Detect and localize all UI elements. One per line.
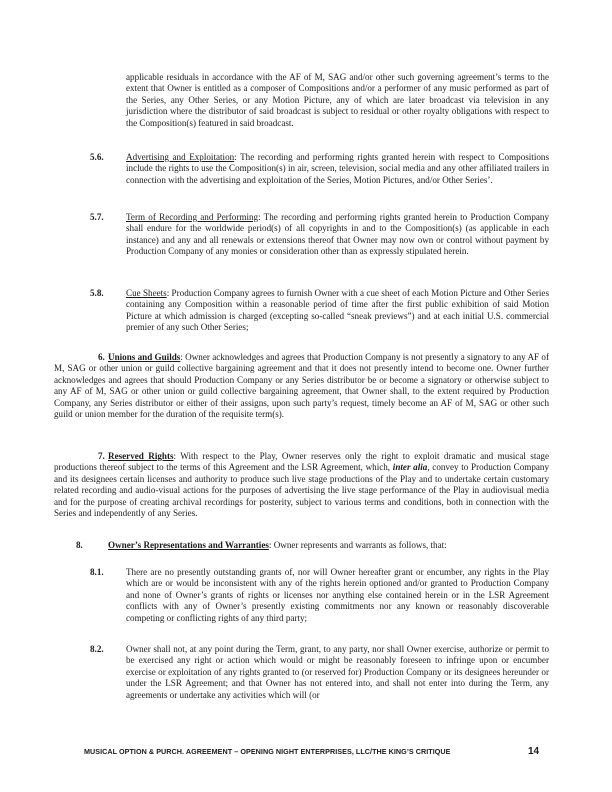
- section-5-8-body: : Production Company agrees to furnish Owner with a cue sheet of each Motion Picture and Other Series containing any Composition within a reasonable period of time after the first public exhibition of said Motion Picture at which admission is charged (excepting so-called “sneak previews”) and at each initial U.S. commercial premier of any such Other Series;: [126, 288, 549, 333]
- section-7-paragraph: [54, 451, 549, 519]
- section-8-1-paragraph: There are no presently outstanding grants of, nor will Owner hereafter grant or encumber, any rights in the Play which are or would be inconsistent with any of the rights herein optioned and/or granted to Production Company and none of Owner’s grants of rights or licenses nor anything else contained herein or in the LSR Agreement conflicts with any of Owner’s presently existing commitments nor any known or reasonably discoverable competing or conflicting rights of any third party;: [126, 567, 549, 623]
- section-5-8-paragraph: [126, 288, 549, 334]
- section-5-7-heading: Term of Recording and Performing: [126, 212, 259, 222]
- section-6-number: 6.: [98, 352, 105, 362]
- section-5-7-paragraph: [126, 212, 549, 258]
- page-number: 14: [528, 746, 540, 757]
- footer-title: MUSICAL OPTION & PURCH. AGREEMENT – OPENING NIGHT ENTERPRISES, LLC/THE KING’S CRITIQUE: [84, 747, 451, 756]
- section-5-8-heading: Cue Sheets: [126, 288, 167, 298]
- section-5-8-number: 5.8.: [90, 288, 104, 298]
- section-7-heading: Reserved Rights: [108, 451, 174, 461]
- section-5-6-number: 5.6.: [90, 152, 104, 162]
- section-8-paragraph: [76, 540, 549, 551]
- section-7-body-italic: inter alia: [392, 462, 428, 473]
- section-7-body-before: : With respect to the Play, Owner reserves only the right to exploit dramatic and musical stage productions thereof subject to the terms of this Agreement and the LSR Agreement, which,: [54, 451, 549, 473]
- section-5-7-body: : The recording and performing rights granted herein to Production Company shall endure for the worldwide period(s) of all copyrights in and to the Composition(s) (as applicable in each instance) and any and all renewals or extensions thereof that Owner may now own or control without payment by Production Company of any monies or consideration other than as expressly stipulated herein.: [126, 212, 549, 257]
- section-6-paragraph: [54, 352, 549, 420]
- section-5-6-paragraph: [126, 152, 549, 186]
- continuation-paragraph: applicable residuals in accordance with the AF of M, SAG and/or other such governing agreement’s terms to the extent that Owner is entitled as a composer of Compositions and/or a performer of any music performed as part of the Series, any Other Series, or any Motion Picture, any of which are later broadcast via television in any jurisdiction where the distributor of said broadcast is subject to residual or other royalty obligations with respect to the Composition(s) featured in said broadcast.: [126, 72, 549, 128]
- section-8-1-number: 8.1.: [90, 567, 104, 577]
- section-8-2-paragraph: Owner shall not, at any point during the Term, grant, to any party, nor shall Owner exercise, authorize or permit to be exercised any right or action which would or might be reasonably foreseen to infringe upon or encumber exercise or exploitation of any rights granted to (or reserved for) Production Company or its designees hereunder or under the LSR Agreement; and that Owner has not entered into, and shall not enter into during the Term, any agreements or undertake any activities which will (or: [126, 644, 549, 700]
- section-5-7-number: 5.7.: [90, 212, 104, 222]
- section-5-6-body: : The recording and performing rights granted herein with respect to Compositions include the rights to use the Composition(s) in air, screen, television, social media and any other affiliated trailers in connection with the advertising and exploitation of the Series, Motion Pictures, and/or Other Series’.: [126, 152, 549, 185]
- section-8-body: : Owner represents and warrants as follows, that:: [268, 540, 447, 550]
- section-5-6-heading: Advertising and Exploitation: [126, 152, 235, 162]
- section-7-body-after: , convey to Production Company and its designees certain licenses and authority to produce such live stage productions of the Play and to undertake certain customary related recording and audio-visual actions for the purposes of advertising the live stage performance of the Play in audiovisual media and for the purpose of creating archival recordings for posterity, subject to various terms and conditions, both in connection with the Series and independently of any Series.: [54, 462, 549, 519]
- section-6-heading: Unions and Guilds: [108, 352, 181, 362]
- section-6-body: : Owner acknowledges and agrees that Production Company is not presently a signatory to any AF of M, SAG or other union or guild collective bargaining agreement and that it does not presently intend to become one. Owner further acknowledges and agrees that should Production Company or any Series distributor be or become a signatory or otherwise subject to any AF of M, SAG or other union or guild collective bargaining agreement, that Owner shall, to the extent required by Production Company, any Series distributor or either of their assigns, upon such party’s request, timely become an AF of M, SAG or other such guild or union member for the duration of the requisite term(s).: [54, 352, 549, 420]
- section-7-number: 7.: [98, 451, 105, 461]
- section-8-heading: Owner’s Representations and Warranties: [108, 540, 269, 550]
- section-8-number: 8.: [76, 540, 83, 550]
- section-8-2-number: 8.2.: [90, 644, 104, 654]
